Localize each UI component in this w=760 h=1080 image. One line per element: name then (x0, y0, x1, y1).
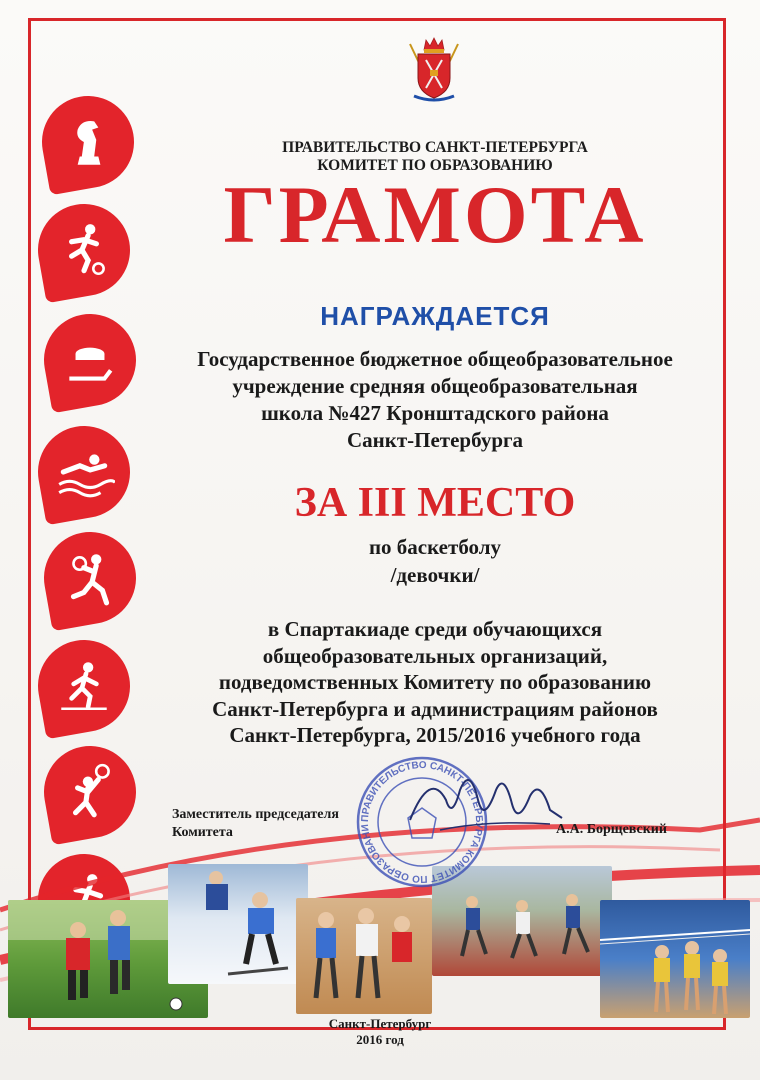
recipient-line: учреждение средняя общеобразовательная (232, 374, 638, 398)
signatory-role-line: Комитета (172, 825, 233, 840)
event-line: подведомственных Комитету по образованию (218, 670, 652, 694)
photo-skiing (168, 864, 308, 984)
sport-block (250, 533, 620, 589)
event-line: в Спартакиаде среди обучающихся (267, 617, 603, 641)
sport-line: по баскетболу (368, 535, 502, 559)
event-line: Санкт-Петербурга и администрациям районов (212, 696, 658, 721)
handwritten-signature (400, 760, 570, 850)
spb-coat-of-arms-icon (396, 30, 472, 106)
recipient-block (150, 346, 720, 454)
signatory-role-line: Заместитель председателя (172, 807, 339, 822)
footer-city: Санкт-Петербург (328, 1016, 432, 1031)
photo-volleyball (600, 900, 750, 1018)
awarded-label: НАГРАЖДАЕТСЯ (320, 301, 550, 331)
event-line: Санкт-Петербурга, 2015/2016 учебного года (229, 723, 641, 747)
event-line: общеобразовательных организаций, (262, 643, 608, 668)
recipient-line: Государственное бюджетное общеобразовательное (197, 347, 673, 371)
photo-basketball (296, 898, 432, 1014)
recipient-line: школа №427 Кронштадского района (261, 401, 609, 425)
recipient-line: Санкт-Петербурга (346, 428, 524, 452)
sport-category: /девочки/ (390, 563, 480, 587)
certificate-title: ГРАМОТА (223, 169, 647, 260)
signatory-role (172, 806, 339, 842)
government-name: ПРАВИТЕЛЬСТВО САНКТ-ПЕТЕРБУРГА (282, 139, 588, 156)
committee-name: КОМИТЕТ ПО ОБРАЗОВАНИЮ (317, 157, 553, 174)
footer (300, 1016, 460, 1048)
place-heading: ЗА III МЕСТО (294, 480, 576, 526)
signatory-name: А.А. Борщевский (556, 822, 667, 837)
stamp-text: ПРАВИТЕЛЬСТВО САНКТ-ПЕТЕРБУРГА КОМИТЕТ ПО ОБРАЗОВАНИ (359, 759, 485, 885)
event-description (140, 616, 730, 749)
footer-year: 2016 год (356, 1032, 404, 1047)
